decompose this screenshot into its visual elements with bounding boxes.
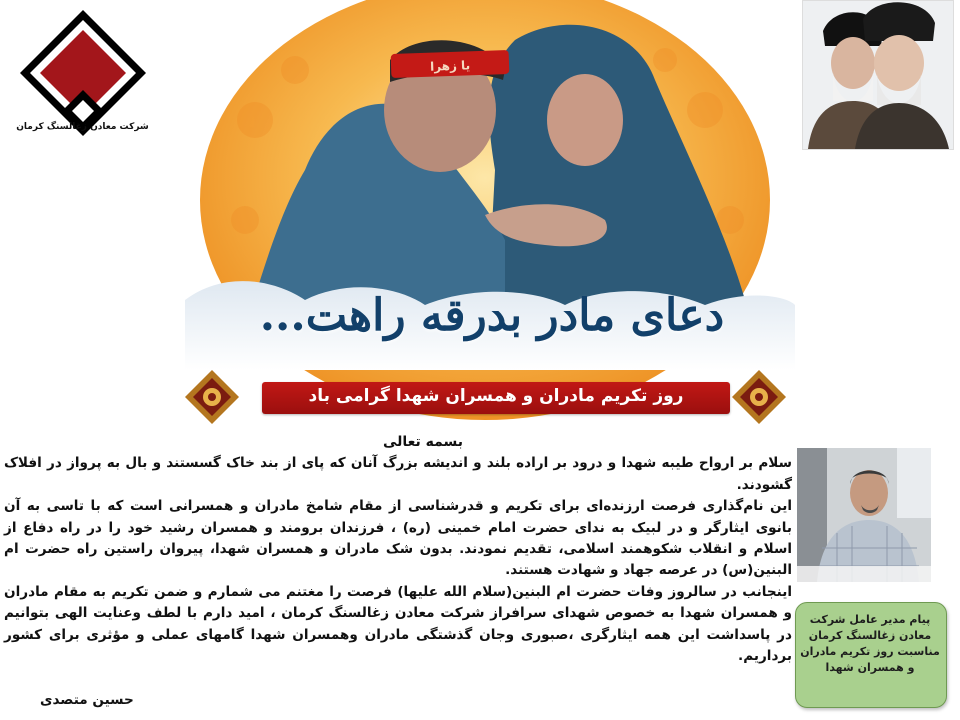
- message-paragraph: سلام بر ارواح طیبه شهدا و درود بر اراده بلند و اندیشه بزرگ آنان که پای از بند خاک گسستند و بال به پرواز در افلاک گشودند.: [4, 455, 792, 493]
- ornament-icon: [730, 368, 788, 426]
- poster-image: [185, 0, 795, 435]
- message-body: [4, 432, 792, 667]
- company-logo: [18, 8, 148, 138]
- message-paragraph: این نام‌گذاری فرصت ارزنده‌ای برای تکریم و قدرشناسی از مقام شامخ مادران و همسرانی است که با تاسی به آن بانوی ایثارگر و در لبیک به ندای حضرت امام خمینی (ره) ، فرزندان برومند و همسران رشید خود را در راه دفاع از اسلام و انقلاب شکوهمند اسلامی، تقدیم نمودند. بدون شک مادران و همسران شهدا، پیروان راستین راه حضرت ام البنین(س) در عرصه جهاد و شهادت هستند.: [4, 498, 792, 579]
- signer-name: حسین متصدی: [40, 692, 134, 708]
- company-name: شرکت معادن زغالسنگ کرمان: [16, 122, 149, 132]
- leaders-photo: [802, 0, 954, 150]
- poster-title: دعای مادر بدرقه راهت...: [259, 290, 725, 341]
- message-paragraph: اینجانب در سالروز وفات حضرت ام البنین(سلام الله علیها) فرصت را مغتنم می شمارم و ضمن تکریم به مقام مادران و همسران شهدا به خصوص شهدای سرافراز شرکت معادن زغالسنگ کرمان ، امید دارم با لطف وعنایت الهی بتوانیم در پاسداشت این همه ایثارگری ،صبوری وجان گذشتگی مادران وهمسران شهدا گامهای عملی و مؤثری برای کشور برداریم.: [4, 583, 792, 665]
- caption-text: پیام مدیر عامل شرکت معادن زغالسنگ کرمان مناسبت روز تکریم مادران و همسران شهدا: [800, 613, 940, 674]
- banner-text: روز تکریم مادران و همسران شهدا گرامی باد: [308, 386, 684, 406]
- headband-text: یا زهرا: [429, 58, 471, 74]
- salutation: بسمه تعالی: [382, 434, 464, 450]
- manager-photo: [797, 448, 931, 582]
- ornament-icon: [183, 368, 241, 426]
